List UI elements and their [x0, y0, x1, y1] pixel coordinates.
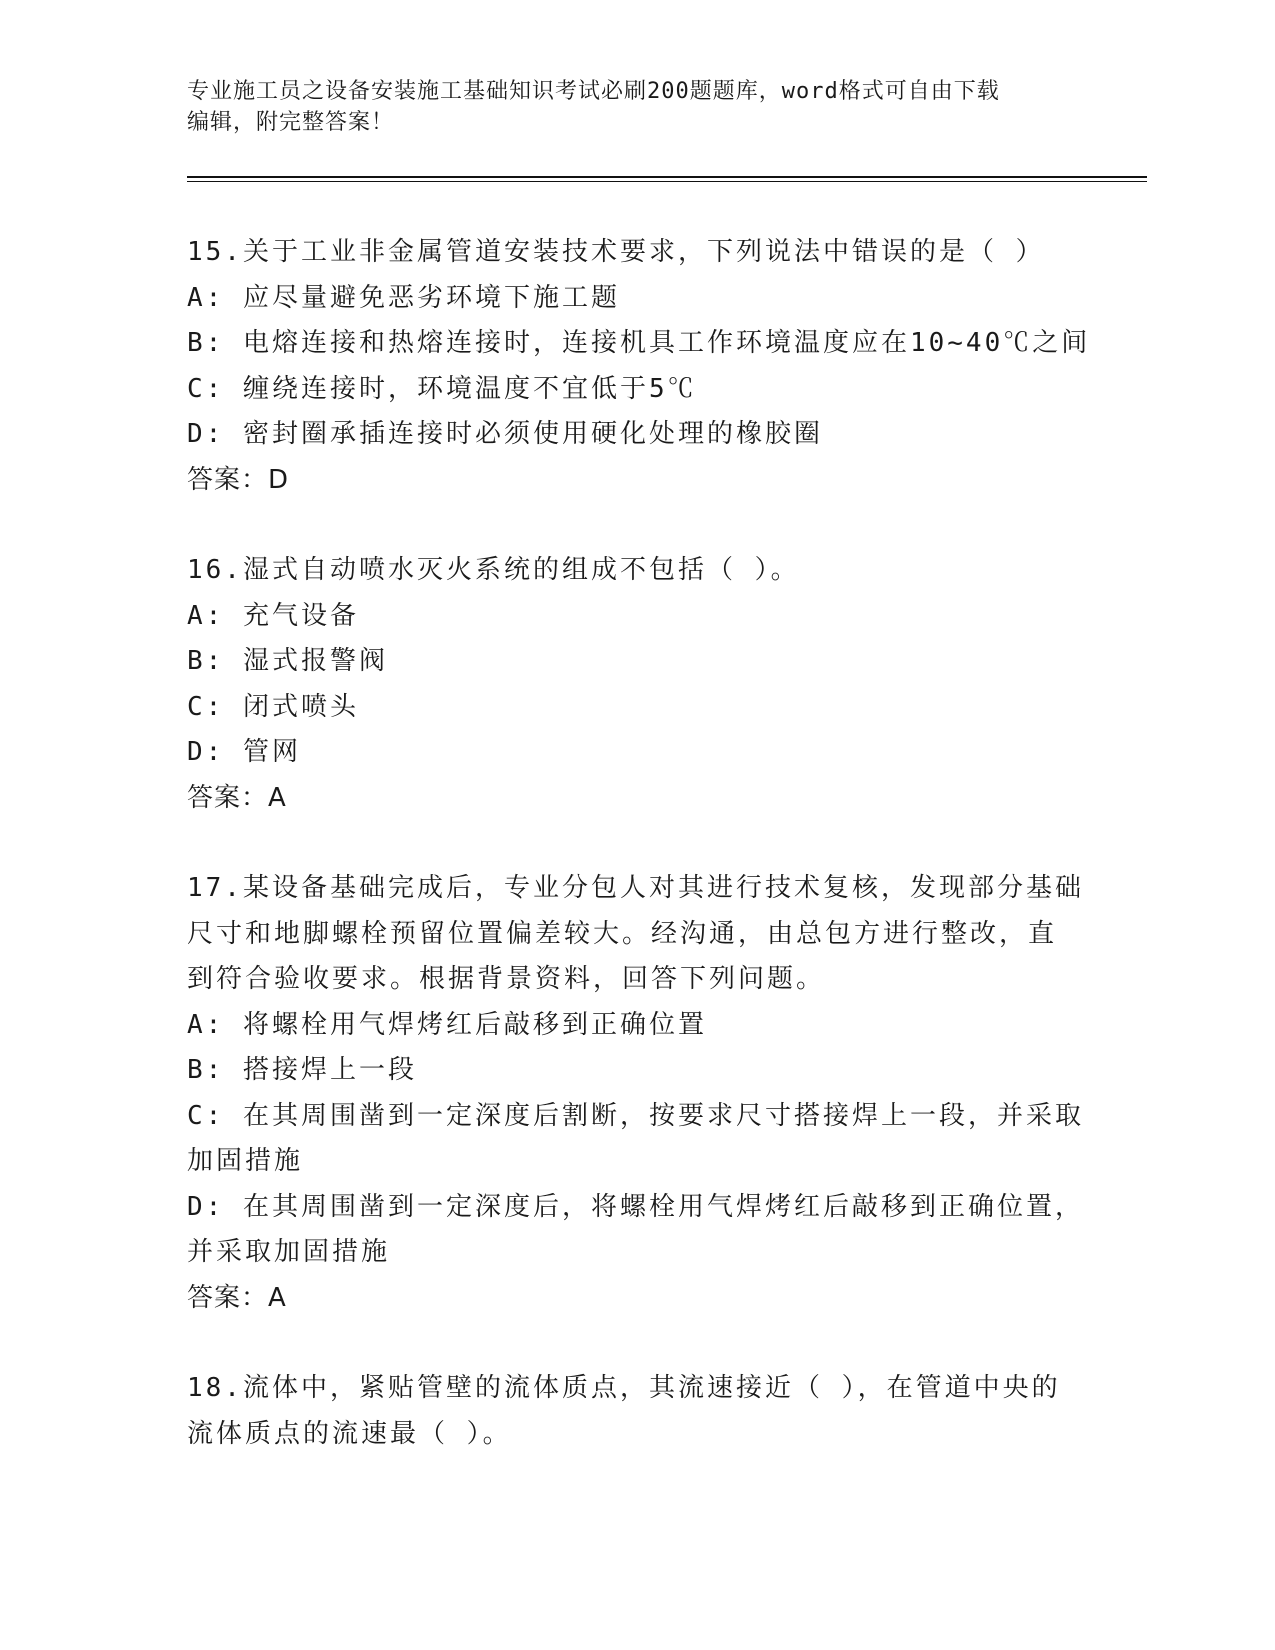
option-a: A: 应尽量避免恶劣环境下施工题: [187, 282, 620, 313]
option-c-line-2: 加固措施: [187, 1146, 304, 1176]
question-stem: 16.湿式自动喷水灭火系统的组成不包括（ ）。: [187, 555, 800, 585]
option-d-line-1: D: 在其周围凿到一定深度后，将螺栓用气焊烤红后敲移到正确位置，: [187, 1191, 1084, 1222]
header-divider-thick: [187, 176, 1147, 178]
option-a: A: 充气设备: [187, 600, 359, 631]
option-c: C: 缠绕连接时，环境温度不宜低于5℃: [187, 373, 697, 404]
question-16: [187, 548, 1087, 821]
answer-label: 答案：A: [187, 782, 287, 813]
option-d-line-2: 并采取加固措施: [187, 1237, 391, 1267]
question-15: [187, 230, 1091, 503]
option-d: D: 密封圈承插连接时必须使用硬化处理的橡胶圈: [187, 419, 823, 449]
option-c-line-1: C: 在其周围凿到一定深度后割断，按要求尺寸搭接焊上一段，并采取: [187, 1100, 1084, 1131]
header-divider-thin: [187, 181, 1147, 182]
question-17: [187, 866, 1087, 1321]
option-b: B: 电熔连接和热熔连接时，连接机具工作环境温度应在10~40℃之间: [187, 328, 1091, 358]
option-a: A: 将螺栓用气焊烤红后敲移到正确位置: [187, 1009, 707, 1040]
question-stem-line-3: 到符合验收要求。根据背景资料，回答下列问题。: [187, 964, 826, 994]
header-title-line-2: 编辑，附完整答案！: [187, 110, 395, 135]
question-18: [187, 1366, 1087, 1457]
document-header: [187, 76, 1087, 138]
option-b: B: 搭接焊上一段: [187, 1055, 417, 1085]
option-b: B: 湿式报警阀: [187, 646, 388, 676]
answer-label: 答案：D: [187, 464, 290, 495]
question-stem-line-2: 流体质点的流速最（ ）。: [187, 1418, 512, 1449]
option-c: C: 闭式喷头: [187, 691, 359, 722]
question-stem-line-2: 尺寸和地脚螺栓预留位置偏差较大。经沟通，由总包方进行整改，直: [187, 918, 1058, 949]
question-list: [187, 230, 1091, 1457]
option-d: D: 管网: [187, 737, 301, 767]
question-stem-line-1: 17.某设备基础完成后，专业分包人对其进行技术复核，发现部分基础: [187, 873, 1084, 903]
header-title-line-1: 专业施工员之设备安装施工基础知识考试必刷200题题库，word格式可自由下载: [187, 79, 1000, 104]
question-stem: 15.关于工业非金属管道安装技术要求，下列说法中错误的是（ ）: [187, 237, 1045, 267]
answer-label: 答案：A: [187, 1282, 287, 1313]
question-stem-line-1: 18.流体中，紧贴管壁的流体质点，其流速接近（ ），在管道中央的: [187, 1373, 1061, 1403]
